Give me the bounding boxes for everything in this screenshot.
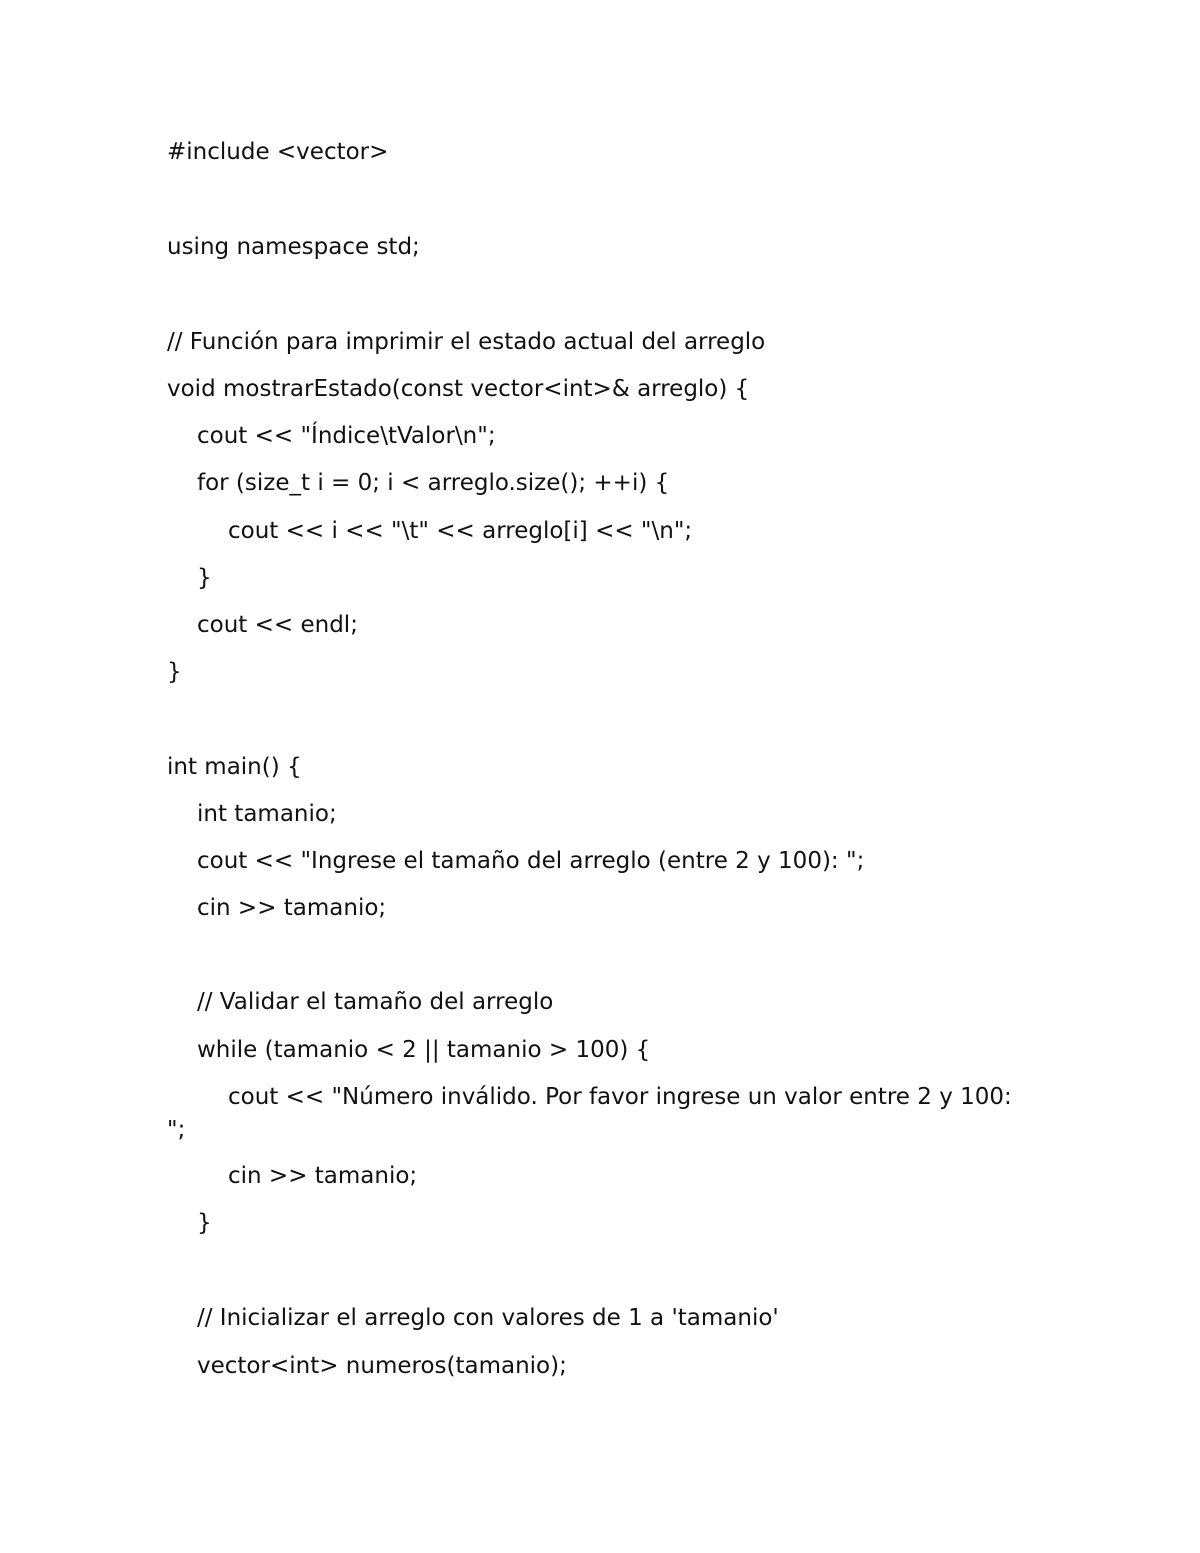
code-line-continuation: "; <box>167 1117 186 1143</box>
closing-brace-line: } <box>167 659 182 685</box>
using-namespace-line: using namespace std; <box>167 234 420 260</box>
while-loop-line: while (tamanio < 2 || tamanio > 100) { <box>197 1037 651 1063</box>
include-line: #include <vector> <box>167 139 389 165</box>
comment-line: // Validar el tamaño del arreglo <box>197 989 554 1015</box>
comment-line: // Función para imprimir el estado actual del arreglo <box>167 329 766 355</box>
code-line: cout << endl; <box>197 612 358 638</box>
closing-brace-line: } <box>197 565 212 591</box>
closing-brace-line: } <box>197 1210 212 1236</box>
code-line: vector<int> numeros(tamanio); <box>197 1353 567 1379</box>
function-signature-line: void mostrarEstado(const vector<int>& arreglo) { <box>167 376 750 402</box>
code-line: cout << i << "\t" << arreglo[i] << "\n"; <box>228 518 693 544</box>
for-loop-line: for (size_t i = 0; i < arreglo.size(); ++i) { <box>197 470 670 496</box>
code-line: cout << "Número inválido. Por favor ingrese un valor entre 2 y 100: <box>228 1084 1012 1110</box>
code-line: cin >> tamanio; <box>197 895 387 921</box>
code-line: int tamanio; <box>197 801 337 827</box>
code-line: cin >> tamanio; <box>228 1163 418 1189</box>
code-line: cout << "Índice\tValor\n"; <box>197 423 496 449</box>
main-signature-line: int main() { <box>167 754 302 780</box>
comment-line: // Inicializar el arreglo con valores de 1 a 'tamanio' <box>197 1305 779 1331</box>
code-line: cout << "Ingrese el tamaño del arreglo (entre 2 y 100): "; <box>197 848 865 874</box>
